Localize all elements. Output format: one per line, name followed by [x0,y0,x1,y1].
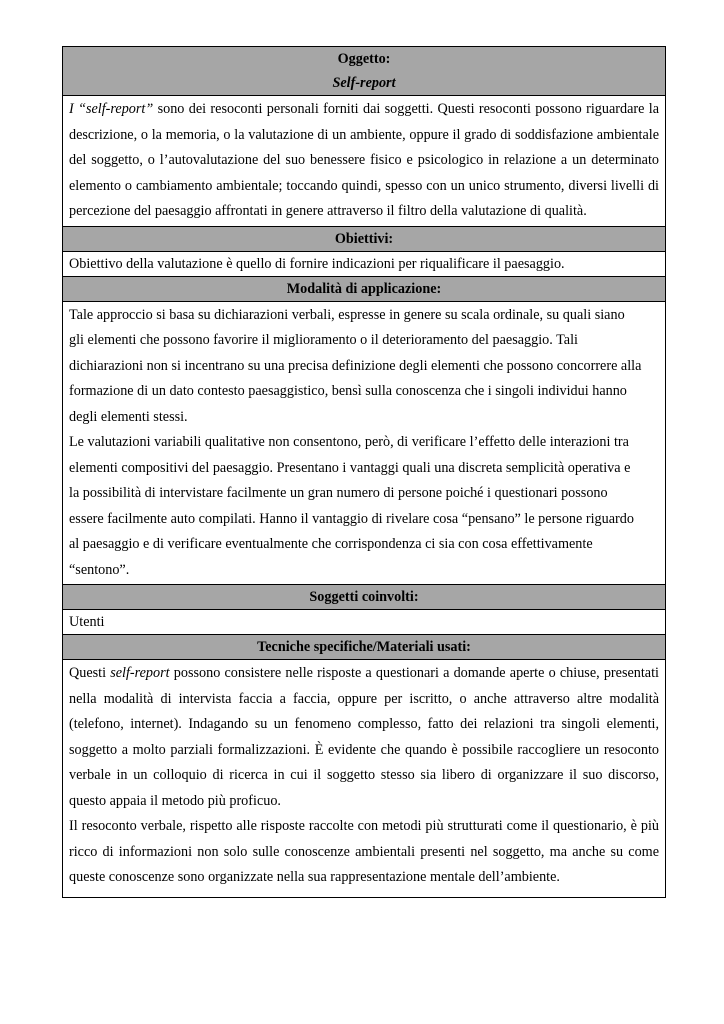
tecniche-p1-text: possono consistere nelle risposte a questionari a domande aperte o chiuse, presentati nella modalità di intervista faccia a faccia, oppure per iscritto, o anche attraverso altre modalità (telefono, internet). Indagando su un fenomeno complesso, fatto dei relazioni tra singoli elementi, soggetto a molto parziali formalizzazioni. È evidente che quando è possibile raccogliere un resoconto verbale in un colloquio di ricerca in cui il soggetto stesso sia libero di organizzare il suo discorso, questo appaia il metodo più proficuo. [69,665,659,809]
modalita-line: formazione di un dato contesto paesaggistico, bensì sulla conoscenza che i singoli individui hanno [69,383,627,399]
tecniche-body [63,660,665,897]
modalita-line: “sentono”. [69,561,130,578]
obiettivi-body: Obiettivo della valutazione è quello di fornire indicazioni per riqualificare il paesaggio. [63,252,665,277]
modalita-line: Tale approccio si basa su dichiarazioni verbali, espresse in genere su scala ordinale, su quali siano [69,306,625,323]
assessment-sheet-table [62,46,666,898]
modalita-line: elementi compositivi del paesaggio. Presentano i vantaggi quali una discreta semplicità operativa e [69,459,631,476]
modalita-line: al paesaggio e di verificare eventualmente che corrispondenza ci sia con cosa effettivamente [69,536,593,552]
soggetti-body: Utenti [63,610,665,635]
tecniche-p1-start: Questi [69,665,111,681]
oggetto-body-text: sono dei resoconti personali forniti dai soggetti. Questi resoconti possono riguardare la descrizione, o la memoria, o la valutazione di un ambiente, oppure il grado di soddisfazione ambientale del soggetto, o l’autovalutazione del suo benessere fisico e psicologico in relazione a un determinato elemento o cambiamento ambientale; toccando quindi, spesso con un unico strumento, diversi livelli di percezione del paesaggio affrontati in genere attraverso il filtro della valutazione di qualità. [69,101,659,219]
oggetto-body-em: I “self-report” [69,101,154,117]
modalita-line: degli elementi stessi. [69,408,188,425]
oggetto-subheading: Self-report [332,75,396,91]
section-header-soggetti: Soggetti coinvolti: [63,585,665,610]
modalita-line: essere facilmente auto compilati. Hanno il vantaggio di rivelare cosa “pensano” le persone riguardo [69,510,634,527]
modalita-body [63,302,665,586]
modalita-line: la possibilità di intervistare facilmente un gran numero di persone poiché i questionari possono [69,485,608,501]
tecniche-paragraph-2: Il resoconto verbale, rispetto alle risposte raccolte con metodi più strutturati come il questionario, è più ricco di informazioni non solo sulle conoscenze ambientali presenti nel soggetto, ma anche su come queste conoscenze sono organizzate nella sua rappresentazione mentale dell’ambiente. [69,818,659,885]
section-header-oggetto [63,47,665,96]
section-header-obiettivi: Obiettivi: [63,227,665,252]
modalita-line: dichiarazioni non si incentrano su una precisa definizione degli elementi che possono concorrere alla [69,357,642,374]
modalita-line: gli elementi che possono favorire il miglioramento o il deterioramento del paesaggio. Tali [69,332,578,348]
modalita-line: Le valutazioni variabili qualitative non consentono, però, di verificare l’effetto delle interazioni tra [69,434,629,450]
tecniche-paragraph-1 [69,661,659,814]
oggetto-heading: Oggetto: [337,51,391,67]
tecniche-p1-em: self-report [110,665,170,681]
section-header-tecniche: Tecniche specifiche/Materiali usati: [63,635,665,660]
section-header-modalita: Modalità di applicazione: [63,277,665,302]
oggetto-body [63,96,665,227]
